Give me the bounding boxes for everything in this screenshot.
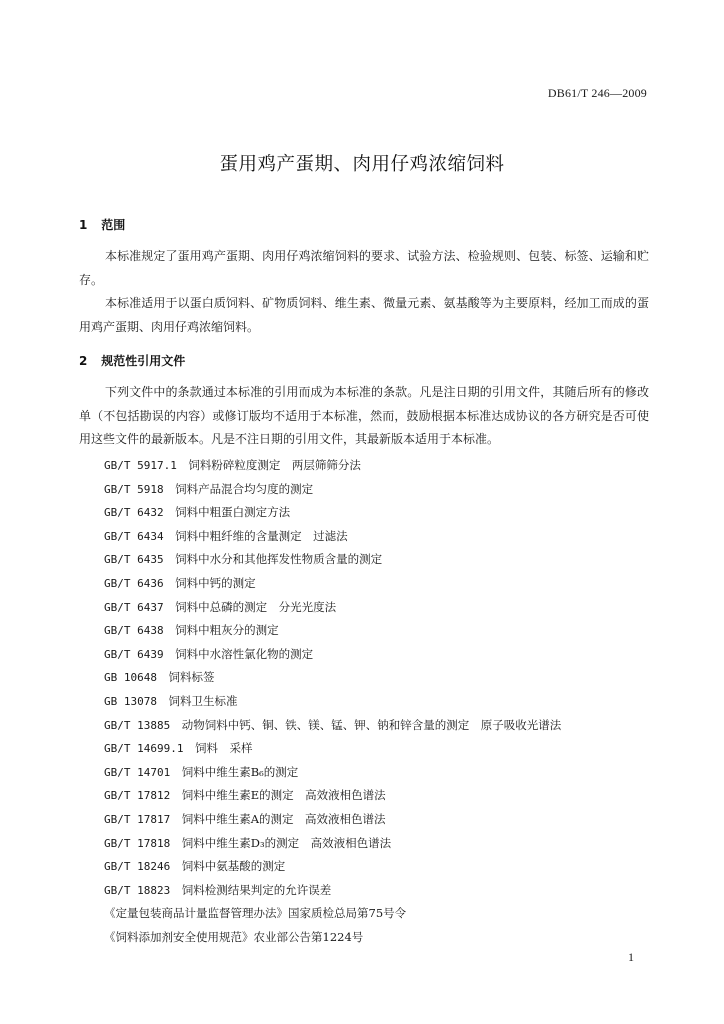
reference-item: [104, 926, 561, 950]
reference-code: GB/T 17818: [104, 836, 171, 850]
reference-item: [104, 501, 561, 525]
reference-code: GB 10648: [104, 671, 157, 685]
reference-title: 饲料中维生素D₃的测定 高效液相色谱法: [181, 835, 392, 850]
section-heading-normative-references: [79, 352, 185, 369]
reference-title: 饲料卫生标准: [168, 693, 238, 708]
reference-title: 饲料中粗纤维的含量测定 过滤法: [175, 528, 348, 543]
reference-code: GB/T 14701: [104, 765, 171, 779]
reference-code: GB/T 5918: [104, 482, 164, 496]
reference-item: [104, 808, 561, 832]
reference-item: [104, 548, 561, 572]
reference-item: [104, 454, 561, 478]
section-title: 规范性引用文件: [101, 354, 186, 368]
reference-item: [104, 714, 561, 738]
reference-item: [104, 737, 561, 761]
section-heading-scope: [79, 216, 125, 233]
reference-code: GB/T 6439: [104, 647, 164, 661]
reference-code: GB/T 13885: [104, 718, 171, 732]
reference-code: GB/T 6436: [104, 576, 164, 590]
reference-item: [104, 643, 561, 667]
reference-title: 饲料检测结果判定的允许误差: [181, 882, 332, 897]
reference-item: [104, 525, 561, 549]
reference-code: GB/T 5917.1: [104, 459, 177, 472]
reference-code: GB/T 6434: [104, 529, 164, 543]
reference-title: 饲料 采样: [194, 741, 253, 756]
reference-list: [104, 454, 561, 949]
reference-item: [104, 832, 561, 856]
section-number: 2: [79, 354, 88, 368]
reference-item: [104, 761, 561, 785]
reference-title: 动物饲料中钙、铜、铁、镁、锰、钾、钠和锌含量的测定 原子吸收光谱法: [181, 717, 562, 732]
section-number: 1: [79, 218, 88, 232]
reference-title: 《饲料添加剂安全使用规范》农业部公告第1224号: [104, 929, 364, 944]
reference-title: 饲料中总磷的测定 分光光度法: [175, 599, 337, 614]
reference-title: 饲料中维生素B₆的测定: [181, 764, 299, 779]
document-title: 蛋用鸡产蛋期、肉用仔鸡浓缩饲料: [219, 154, 505, 175]
reference-title: 饲料中维生素A的测定 高效液相色谱法: [181, 811, 386, 826]
paragraph: 下列文件中的条款通过本标准的引用而成为本标准的条款。凡是注日期的引用文件，其随后所有的修改单（不包括勘误的内容）或修订版均不适用于本标准，然而，鼓励根据本标准达成协议的各方研究是否可使用这些文件的最新版本。凡是不注日期的引用文件，其最新版本适用于本标准。: [79, 385, 649, 446]
reference-title: 饲料中钙的测定: [175, 575, 256, 590]
reference-title: 饲料中粗灰分的测定: [175, 623, 279, 638]
reference-item: [104, 666, 561, 690]
document-code: DB61/T 246—2009: [547, 86, 647, 100]
reference-code: GB/T 14699.1: [104, 742, 184, 756]
reference-title: 饲料中氨基酸的测定: [181, 859, 286, 874]
reference-code: GB/T 6435: [104, 553, 164, 567]
page-number: 1: [628, 950, 634, 964]
reference-code: GB/T 18823: [104, 883, 171, 897]
reference-code: GB/T 6432: [104, 506, 164, 520]
reference-title: 饲料中水溶性氯化物的测定: [175, 646, 314, 661]
reference-title: 饲料粉碎粒度测定 两层筛筛分法: [188, 458, 361, 472]
reference-item: [104, 572, 561, 596]
reference-item: [104, 596, 561, 620]
reference-title: 饲料产品混合均匀度的测定: [175, 481, 314, 496]
reference-code: GB/T 17812: [104, 789, 171, 803]
reference-item: [104, 855, 561, 879]
reference-item: [104, 902, 561, 926]
reference-title: 饲料中水分和其他挥发性物质含量的测定: [175, 552, 383, 567]
reference-item: [104, 879, 561, 903]
paragraph: 本标准适用于以蛋白质饲料、矿物质饲料、维生素、微量元素、氨基酸等为主要原料，经加工而成的蛋用鸡产蛋期、肉用仔鸡浓缩饲料。: [79, 296, 649, 334]
paragraph: 本标准规定了蛋用鸡产蛋期、肉用仔鸡浓缩饲料的要求、试验方法、检验规则、包装、标签、运输和贮存。: [79, 249, 649, 287]
section-title: 范围: [101, 218, 126, 232]
reference-title: 饲料中维生素E的测定 高效液相色谱法: [181, 788, 386, 803]
reference-title: 饲料中粗蛋白测定方法: [175, 505, 291, 520]
reference-code: GB/T 6438: [104, 624, 164, 638]
reference-code: GB/T 17817: [104, 812, 171, 826]
reference-item: [104, 690, 561, 714]
reference-code: GB 13078: [104, 694, 157, 708]
reference-code: GB/T 6437: [104, 600, 164, 614]
reference-item: [104, 478, 561, 502]
reference-title: 饲料标签: [168, 670, 215, 685]
reference-title: 《定量包装商品计量监督管理办法》国家质检总局第75号令: [104, 906, 407, 921]
reference-item: [104, 619, 561, 643]
reference-item: [104, 784, 561, 808]
reference-code: GB/T 18246: [104, 860, 171, 874]
